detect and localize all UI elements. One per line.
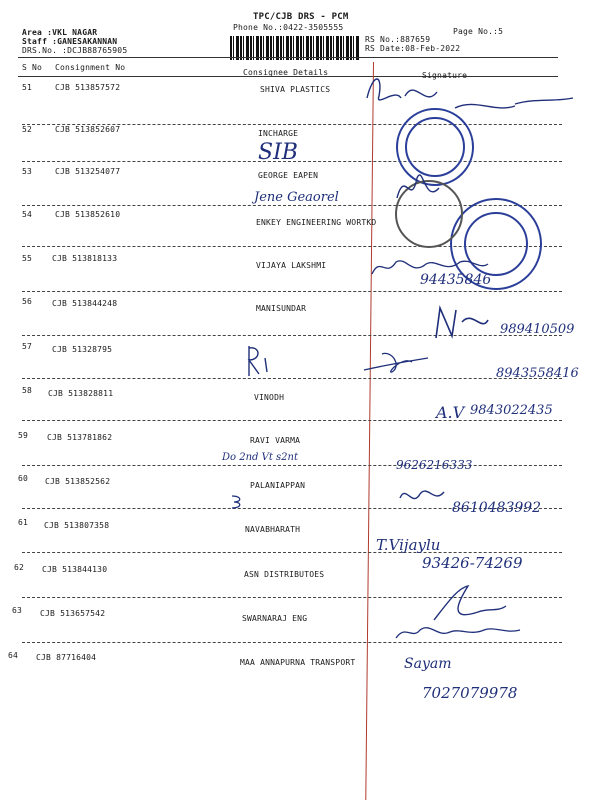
page-title: TPC/CJB DRS - PCM — [253, 12, 349, 22]
row-consignment: CJB 513844248 — [52, 299, 118, 308]
row-sno: 56 — [22, 297, 33, 306]
handwritten-jene: Jene Geaorel — [254, 190, 339, 205]
handwritten-phone-8943: 8943558416 — [496, 366, 579, 381]
row-consignment: CJB 513852610 — [55, 210, 121, 219]
row-consignee: MAA ANNAPURNA TRANSPORT — [240, 658, 356, 667]
row-divider — [22, 465, 562, 466]
handwritten-sib: SIB — [258, 140, 298, 165]
row-sno: 52 — [22, 125, 33, 134]
row-consignee: VIJAYA LAKSHMI — [256, 261, 327, 270]
signature-51 — [365, 68, 575, 128]
signature-54 — [395, 168, 445, 208]
row-consignment: CJB 513828811 — [48, 389, 114, 398]
drs-number: DRS.No. :DCJB88765905 — [22, 46, 128, 55]
row-consignment: CJB 513657542 — [40, 609, 106, 618]
col-sno: S No — [22, 63, 43, 72]
row-divider — [22, 291, 562, 292]
row-consignee: ASN DISTRIBUTOES — [244, 570, 325, 579]
row-consignee: MANISUNDAR — [256, 304, 307, 313]
row-sno: 57 — [22, 342, 33, 351]
row-sno: 61 — [18, 518, 29, 527]
row-sno: 60 — [18, 474, 29, 483]
handwritten-phone-7027: 7027079978 — [422, 684, 518, 702]
handwritten-phone-9626: 9626216333 — [396, 458, 473, 472]
signature-60 — [398, 482, 448, 512]
row-consignment: CJB 513254077 — [55, 167, 121, 176]
handwritten-ravi-note: Do 2nd Vt s2nt — [222, 452, 298, 463]
signature-56 — [432, 302, 492, 342]
handwritten-phone-9843: 9843022435 — [470, 403, 553, 418]
col-consignment: Consignment No — [55, 63, 126, 72]
area-label: Area :VKL NAGAR — [22, 28, 98, 37]
signature-57-raji — [245, 342, 275, 380]
row-consignee: INCHARGE — [258, 129, 299, 138]
handwritten-vijaykumar: T.Vijaylu — [376, 536, 441, 554]
handwritten-phone-93426: 93426-74269 — [422, 554, 523, 572]
row-sno: 62 — [14, 563, 25, 572]
signature-62 — [428, 582, 508, 624]
row-divider — [22, 552, 562, 553]
row-consignee: RAVI VARMA — [250, 436, 301, 445]
row-divider — [22, 378, 562, 379]
signature-63 — [394, 620, 524, 644]
handwritten-phone-9894: 989410509 — [500, 322, 575, 337]
margin-red-line — [365, 62, 374, 800]
row-consignee: ENKEY ENGINEERING WORTKD — [256, 218, 377, 227]
row-consignee: NAVABHARATH — [245, 525, 301, 534]
col-consignee: Consignee Details — [243, 68, 329, 77]
row-consignment: CJB 513852607 — [55, 125, 121, 134]
row-consignment: CJB 513781862 — [47, 433, 113, 442]
header-top-rule — [18, 57, 558, 58]
row-consignment: CJB 51328795 — [52, 345, 113, 354]
handwritten-phone-9443: 94435846 — [420, 272, 492, 288]
phone-number: Phone No.:0422-3505555 — [233, 23, 344, 32]
row-divider — [22, 420, 562, 421]
row-sno: 63 — [12, 606, 23, 615]
row-consignment: CJB 513852562 — [45, 477, 111, 486]
page-number: Page No.:5 — [453, 27, 504, 36]
handwritten-phone-8610: 8610483992 — [452, 500, 542, 516]
row-consignment: CJB 513857572 — [55, 83, 121, 92]
row-sno: 58 — [22, 386, 33, 395]
rs-date: RS Date:08-Feb-2022 — [365, 44, 461, 53]
staff-label: Staff :GANESAKANNAN — [22, 37, 118, 46]
row-consignee: SHIVA PLASTICS — [260, 85, 331, 94]
row-consignment: CJB 513807358 — [44, 521, 110, 530]
row-consignment: CJB 513844130 — [42, 565, 108, 574]
row-consignee: VINODH — [254, 393, 285, 402]
row-sno: 53 — [22, 167, 33, 176]
row-consignee: SWARNARAJ ENG — [242, 614, 308, 623]
handwritten-sayam: Sayam — [404, 656, 452, 672]
col-signature: Signature — [422, 71, 468, 80]
row-consignee: GEORGE EAPEN — [258, 171, 319, 180]
rs-number: RS No.:887659 — [365, 35, 431, 44]
row-sno: 54 — [22, 210, 33, 219]
row-consignee: PALANIAPPAN — [250, 481, 306, 490]
row-sno: 55 — [22, 254, 33, 263]
row-consignment: CJB 513818133 — [52, 254, 118, 263]
mark-60 — [230, 494, 244, 510]
row-sno: 51 — [22, 83, 33, 92]
row-sno: 64 — [8, 651, 19, 660]
row-consignment: CJB 87716404 — [36, 653, 97, 662]
handwritten-av: A.V — [436, 403, 465, 422]
row-sno: 59 — [18, 431, 29, 440]
signature-57 — [362, 348, 432, 378]
